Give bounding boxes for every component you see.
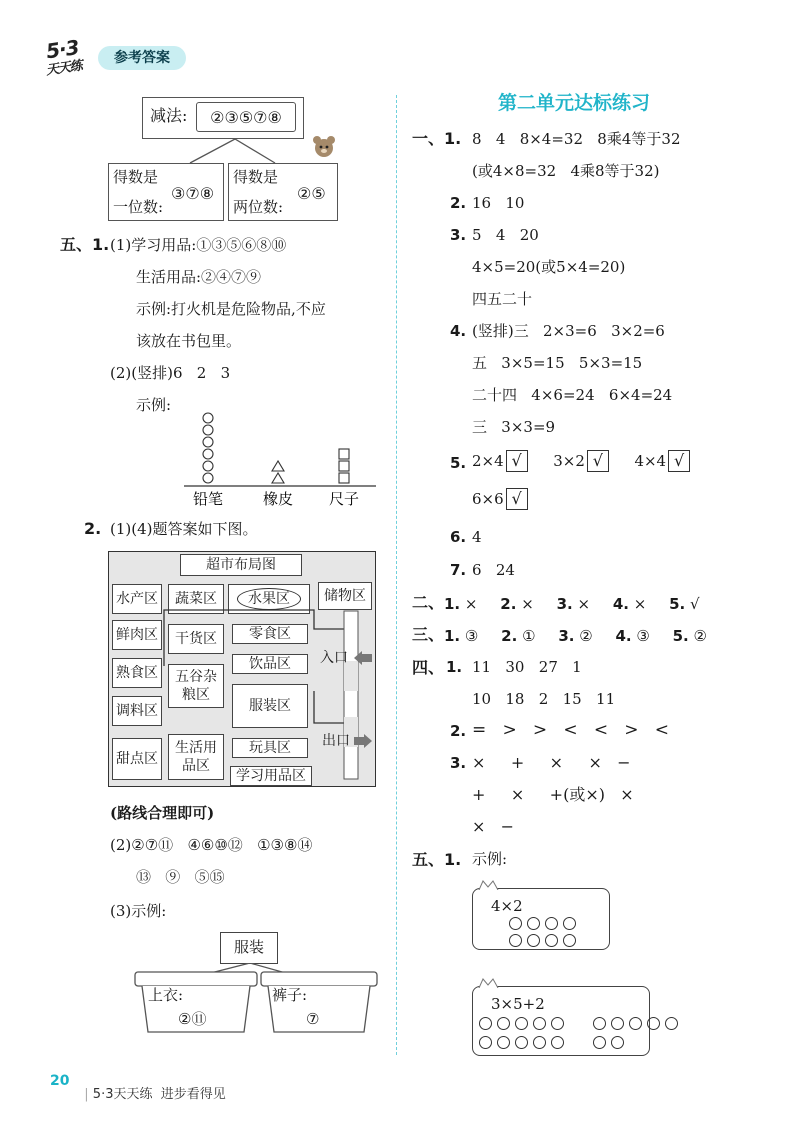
one-q1-line1: 8 4 8×4=32 8乘4等于32 <box>472 130 681 148</box>
circle <box>533 1036 546 1049</box>
five-2-line2a: (2)②⑦⑪ ④⑥⑩⑫ ①③⑧⑭ <box>110 836 313 854</box>
q5-row2 <box>472 488 528 510</box>
one-q4-line1: (竖排)三 2×3=6 3×2=6 <box>472 322 665 340</box>
two-digit-box <box>228 163 338 221</box>
card1-expression: 4×2 <box>491 897 523 915</box>
one-q3-line2: 4×5=20(或5×4=20) <box>472 258 626 276</box>
right-four-number: 四、 <box>412 658 445 677</box>
four-q3-line3: × − <box>472 817 515 836</box>
two-a5: √ <box>690 595 700 613</box>
right-two-number: 二、 <box>412 593 445 612</box>
zone-dry: 干货区 <box>168 624 224 654</box>
cat-ears-icon <box>478 880 500 890</box>
five-1-example-label: 示例: <box>136 396 172 414</box>
right-one-number: 一、1. <box>412 129 462 148</box>
column-divider <box>396 95 397 1055</box>
circle <box>509 934 522 947</box>
one-digit-text-1: 得数是 <box>113 168 159 186</box>
pictograph-square-mark <box>339 473 349 483</box>
zone-grain <box>168 664 224 708</box>
circle <box>527 917 540 930</box>
q7-number: 7. <box>450 561 467 579</box>
one-q4-line4: 三 3×3=9 <box>472 418 556 436</box>
zone-fruit: 水果区 <box>237 588 301 610</box>
four-q2: = > > < < > < <box>472 720 669 740</box>
q5-check-4: √ <box>506 488 528 510</box>
answer-key-badge: 参考答案 <box>98 46 186 70</box>
one-digit-answer: ③⑦⑧ <box>171 184 215 203</box>
pictograph-circle-mark <box>203 425 213 435</box>
circle <box>545 917 558 930</box>
one-digit-box <box>108 163 224 221</box>
circle <box>533 1017 546 1030</box>
two-answers: 1. × 2. × 3. × 4. × 5. √ <box>444 595 700 613</box>
zone-grain-label: 五谷杂粮区 <box>175 668 217 703</box>
two-digit-text-2: 两位数: <box>233 198 284 216</box>
cat-ears-icon <box>478 978 500 988</box>
zone-dessert: 甜点区 <box>112 738 162 780</box>
two-digit-answer: ②⑤ <box>297 184 326 203</box>
three-a1: ③ <box>464 627 479 645</box>
zone-aquatic: 水产区 <box>112 584 162 614</box>
circle <box>593 1036 606 1049</box>
q3-number: 3. <box>450 226 467 244</box>
circle <box>551 1036 564 1049</box>
zone-daily-label: 生活用品区 <box>175 739 217 774</box>
right-five-number: 五、1. <box>412 850 462 869</box>
zone-toys: 玩具区 <box>232 738 308 758</box>
four-q1-number: 1. <box>446 658 463 676</box>
one-q3-line3: 四五二十 <box>472 290 533 308</box>
five-1-line1: (1)学习用品:①③⑤⑥⑧⑩ <box>110 236 287 254</box>
pictograph-circle-mark <box>203 413 213 423</box>
q5-item-1: 2×4 <box>472 452 504 470</box>
pictograph-circle-mark <box>203 449 213 459</box>
route-note: (路线合理即可) <box>110 804 215 822</box>
exit-arrow-icon <box>354 734 372 748</box>
zone-vegetable: 蔬菜区 <box>168 584 224 614</box>
one-digit-text-2: 一位数: <box>113 198 164 216</box>
five-2-line2b: ⑬ ⑨ ⑤⑮ <box>136 868 225 886</box>
circle <box>611 1036 624 1049</box>
q5-row1 <box>472 450 690 472</box>
unit-title: 第二单元达标练习 <box>498 92 651 114</box>
zone-clothing: 服装区 <box>232 684 308 728</box>
subtraction-options-box <box>196 102 296 132</box>
circle <box>563 917 576 930</box>
circle <box>665 1017 678 1030</box>
q5-item-2: 3×2 <box>553 452 585 470</box>
two-digit-text-1: 得数是 <box>233 168 279 186</box>
five-1-line5: (2)(竖排)6 2 3 <box>110 364 231 382</box>
circle <box>527 934 540 947</box>
subtraction-options: ②③⑤⑦⑧ <box>210 107 282 127</box>
one-q1-line2: (或4×8=32 4乘8等于32) <box>472 162 660 180</box>
pictograph-circle-mark <box>203 473 213 483</box>
five-1-line3: 示例:打火机是危险物品,不应 <box>136 300 326 318</box>
subtraction-label: 减法: <box>150 106 188 125</box>
three-answers: 1. ③ 2. ① 3. ② 4. ③ 5. ② <box>444 627 707 645</box>
card1-circles <box>509 917 581 951</box>
one-q2: 16 10 <box>472 194 525 212</box>
five-1-line4: 该放在书包里。 <box>136 332 242 350</box>
entrance-arrow-icon <box>354 651 372 665</box>
four-q3-line2: + × +(或×) × <box>472 785 634 804</box>
four-q3-line1: × + × × − <box>472 753 631 772</box>
one-q7: 6 24 <box>472 561 515 579</box>
left-basket-answer: ②⑪ <box>178 1010 207 1028</box>
circle <box>563 934 576 947</box>
map-entrance: 入口 <box>320 650 348 666</box>
zone-storage: 储物区 <box>318 582 372 610</box>
q5-check-3: √ <box>668 450 690 472</box>
q5-item-3: 4×4 <box>634 452 667 470</box>
four-q1-line2: 10 18 2 15 11 <box>472 690 616 708</box>
map-title: 超市布局图 <box>180 554 302 576</box>
one-q3-line1: 5 4 20 <box>472 226 539 244</box>
two-a1: × <box>464 595 478 613</box>
circle <box>515 1017 528 1030</box>
q5-check-1: √ <box>506 450 528 472</box>
circle <box>497 1036 510 1049</box>
footer-slogan: 5·3天天练 进步看得见 <box>92 1087 226 1102</box>
circle <box>515 1036 528 1049</box>
map-exit: 出口 <box>322 733 350 749</box>
pictograph-category-label: 尺子 <box>328 490 360 508</box>
four-q3-number: 3. <box>450 754 467 772</box>
two-a2: × <box>521 595 534 613</box>
right-three-number: 三、 <box>412 625 445 644</box>
pictograph-triangle-mark <box>272 461 284 471</box>
pictograph-triangle-mark <box>272 473 284 483</box>
example-card-1 <box>472 888 610 950</box>
right-basket-answer: ⑦ <box>306 1010 320 1028</box>
basket-label: 服装 <box>220 932 278 964</box>
circle <box>497 1017 510 1030</box>
circle <box>551 1017 564 1030</box>
one-q4-line3: 二十四 4×6=24 6×4=24 <box>472 386 673 404</box>
four-q1-line1: 11 30 27 1 <box>472 658 582 676</box>
four-q2-number: 2. <box>450 722 467 740</box>
circle <box>545 934 558 947</box>
q5-check-2: √ <box>587 450 609 472</box>
pictograph-square-mark <box>339 449 349 459</box>
zone-cooked: 熟食区 <box>112 658 162 688</box>
left-basket-label: 上衣: <box>148 986 184 1004</box>
q2-number: 2. <box>450 194 467 212</box>
section-five-1-number: 五、1. <box>60 235 110 254</box>
zone-seasoning: 调料区 <box>112 696 162 726</box>
page-number: 20 <box>50 1073 70 1089</box>
q5-item-4: 6×6 <box>472 490 504 508</box>
five-2-line1: (1)(4)题答案如下图。 <box>110 520 258 538</box>
one-q4-line2: 五 3×5=15 5×3=15 <box>472 354 643 372</box>
circle <box>611 1017 624 1030</box>
zone-daily <box>168 734 224 780</box>
three-a5: ② <box>693 627 707 645</box>
q5-number: 5. <box>450 454 467 472</box>
two-a4: × <box>633 595 647 613</box>
circle <box>629 1017 642 1030</box>
card2-expression: 3×5+2 <box>491 995 545 1013</box>
circle <box>479 1017 492 1030</box>
one-q6: 4 <box>472 528 482 546</box>
pictograph-category-label: 橡皮 <box>262 490 294 508</box>
q4-number: 4. <box>450 322 467 340</box>
bear-mascot-icon <box>312 135 336 159</box>
circle <box>647 1017 660 1030</box>
pictograph <box>180 392 380 512</box>
logo: 5·3 天天练 <box>44 35 83 79</box>
circle <box>509 917 522 930</box>
pictograph-square-mark <box>339 461 349 471</box>
five-1-line2: 生活用品:②④⑦⑨ <box>136 268 262 286</box>
card2-circles <box>479 1017 683 1049</box>
three-a3: ② <box>579 627 593 645</box>
three-a4: ③ <box>636 627 650 645</box>
three-a2: ① <box>522 627 536 645</box>
five-2-line3: (3)示例: <box>110 902 167 920</box>
section-five-2-number: 2. <box>84 519 102 538</box>
right-five-label: 示例: <box>472 850 508 868</box>
zone-study: 学习用品区 <box>230 766 312 786</box>
circle <box>593 1017 606 1030</box>
q6-number: 6. <box>450 528 467 546</box>
circle <box>479 1036 492 1049</box>
pictograph-category-label: 铅笔 <box>192 490 224 508</box>
subtraction-branches <box>180 139 290 165</box>
right-basket-label: 裤子: <box>272 986 308 1004</box>
zone-meat: 鲜肉区 <box>112 620 162 650</box>
pictograph-circle-mark <box>203 437 213 447</box>
zone-drink: 饮品区 <box>232 654 308 674</box>
example-card-2 <box>472 986 650 1056</box>
zone-snack: 零食区 <box>232 624 308 644</box>
pictograph-circle-mark <box>203 461 213 471</box>
footer-text: | 5·3天天练 进步看得见 <box>84 1087 226 1102</box>
two-a3: × <box>577 595 591 613</box>
